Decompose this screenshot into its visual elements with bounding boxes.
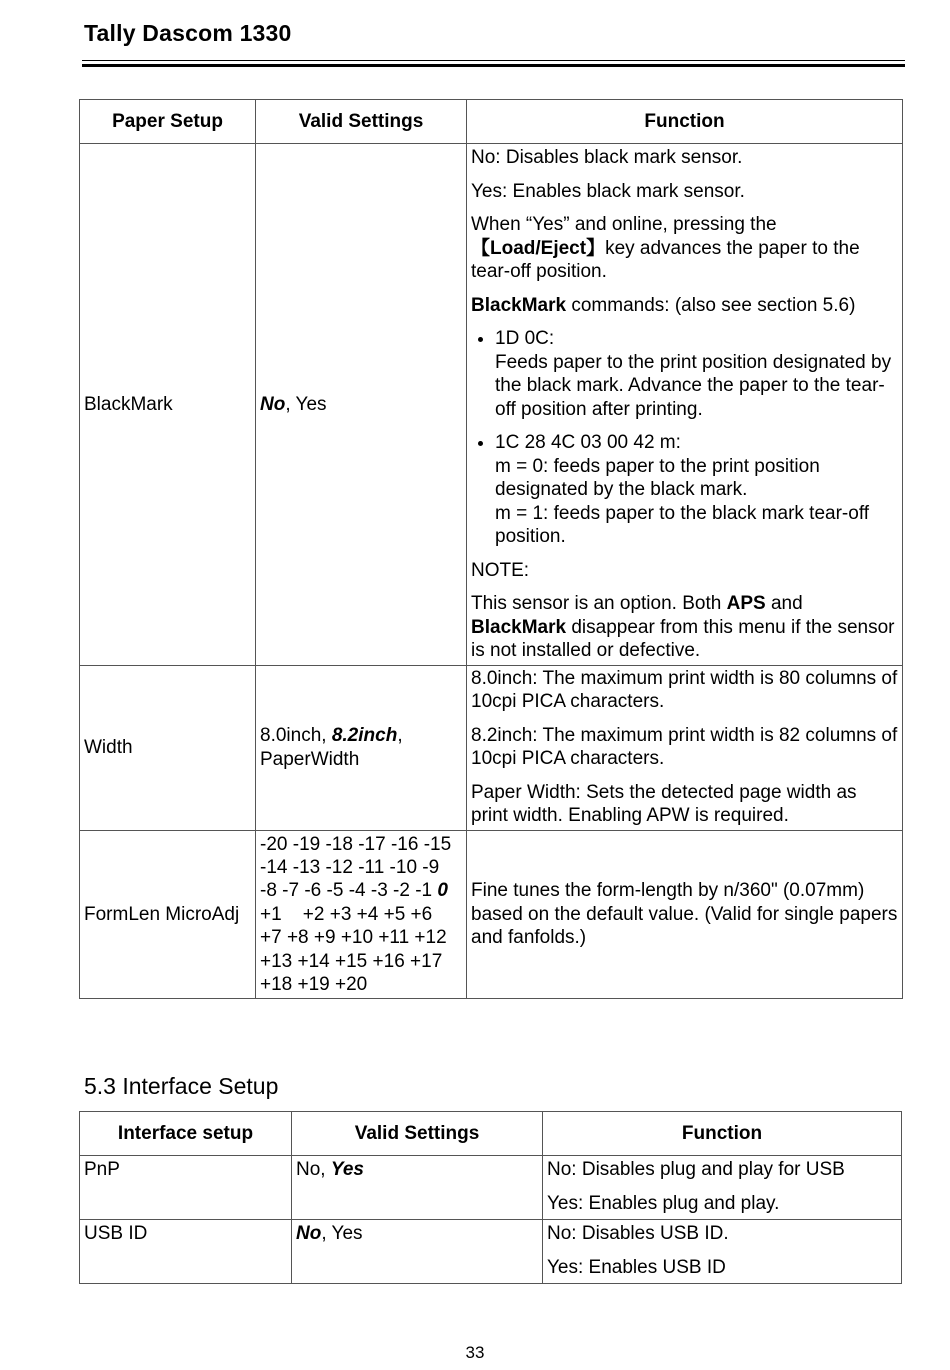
valid-settings: No, Yes: [292, 1156, 543, 1220]
function-cell: [543, 1220, 902, 1284]
table-row-blackmark: [80, 144, 903, 666]
section-heading: 5.3 Interface Setup: [84, 1073, 279, 1099]
default-value: 0: [437, 880, 448, 902]
list-item: • 1D 0C: Feeds paper to the print position designated by the black mark. Advance the paper to the tear-off position after printing.: [495, 327, 898, 421]
function-text: Yes: Enables black mark sensor.: [471, 180, 745, 202]
settings-text: , Yes: [285, 393, 327, 415]
setting-name: USB ID: [80, 1220, 292, 1284]
page-header-title: Tally Dascom 1330: [84, 20, 292, 46]
function-text: Yes: Enables plug and play.: [547, 1192, 780, 1214]
function-text: No: Disables black mark sensor.: [471, 147, 743, 168]
page-number: 33: [465, 1343, 485, 1362]
column-header: Valid Settings: [292, 1112, 543, 1156]
valid-settings: 8.0inch, 8.2inch, PaperWidth: [256, 665, 467, 830]
table-header-row: [80, 1112, 902, 1156]
default-value: No: [260, 393, 286, 415]
setting-name: PnP: [80, 1156, 292, 1220]
setting-name: BlackMark: [80, 144, 256, 666]
setting-name: FormLen MicroAdj: [80, 830, 256, 999]
function-text: 8.0inch: The maximum print width is 80 columns of 10cpi PICA characters.: [471, 667, 898, 712]
column-header: Function: [467, 100, 903, 144]
function-text: No: Disables USB ID.: [547, 1223, 729, 1244]
function-text: Yes: Enables USB ID: [547, 1256, 726, 1278]
table-row-width: [80, 665, 903, 830]
function-cell: [543, 1156, 902, 1220]
function-text: When “Yes” and online, pressing the 【Load/Eject】key advances the paper to the tear-off position.: [471, 214, 860, 282]
paper-setup-table: [79, 99, 903, 999]
function-text: BlackMark commands: (also see section 5.6): [471, 294, 856, 316]
default-value: 8.2inch: [331, 725, 398, 746]
function-cell: Fine tunes the form-length by n/360" (0.07mm) based on the default value. (Valid for single papers and fanfolds.): [467, 830, 903, 999]
setting-name: Width: [80, 665, 256, 830]
default-value: No: [296, 1223, 322, 1244]
command-list: [471, 327, 898, 549]
note-label: NOTE:: [471, 559, 530, 581]
key-name: 【Load/Eject】: [471, 237, 606, 259]
note-text: This sensor is an option. Both APS and BlackMark disappear from this menu if the sensor is not installed or defective.: [471, 593, 895, 661]
column-header: Valid Settings: [256, 100, 467, 144]
function-text: Paper Width: Sets the detected page width as print width. Enabling APW is required.: [471, 781, 857, 826]
table-header-row: [80, 100, 903, 144]
header-rule-thin: [82, 60, 905, 61]
valid-settings: No, Yes: [292, 1220, 543, 1284]
column-header: Paper Setup: [80, 100, 256, 144]
default-value: Yes: [330, 1159, 364, 1180]
list-item: • 1C 28 4C 03 00 42 m: m = 0: feeds paper to the print position designated by the black mark. m = 1: feeds paper to the black mark tear-off position.: [495, 431, 898, 549]
function-text: 8.2inch: The maximum print width is 82 columns of 10cpi PICA characters.: [471, 724, 898, 769]
function-cell: [467, 665, 903, 830]
header-rule-thick: [82, 64, 905, 67]
interface-setup-table: [79, 1111, 902, 1284]
table-row-usbid: [80, 1220, 902, 1284]
table-row-pnp: [80, 1156, 902, 1220]
table-row-formlen: [80, 830, 903, 999]
valid-settings: -20 -19 -18 -17 -16 -15 -14 -13 -12 -11 -10 -9 -8 -7 -6 -5 -4 -3 -2 -1 0 +1 +2 +3 +4 +5 +6 +7 +8 +9 +10 +11 +12 +13 +14 +15 +16 +17 +18 +19 +20: [256, 830, 467, 999]
column-header: Interface setup: [80, 1112, 292, 1156]
function-text: No: Disables plug and play for USB: [547, 1159, 845, 1180]
valid-settings: [256, 144, 467, 666]
column-header: Function: [543, 1112, 902, 1156]
function-cell: [467, 144, 903, 666]
